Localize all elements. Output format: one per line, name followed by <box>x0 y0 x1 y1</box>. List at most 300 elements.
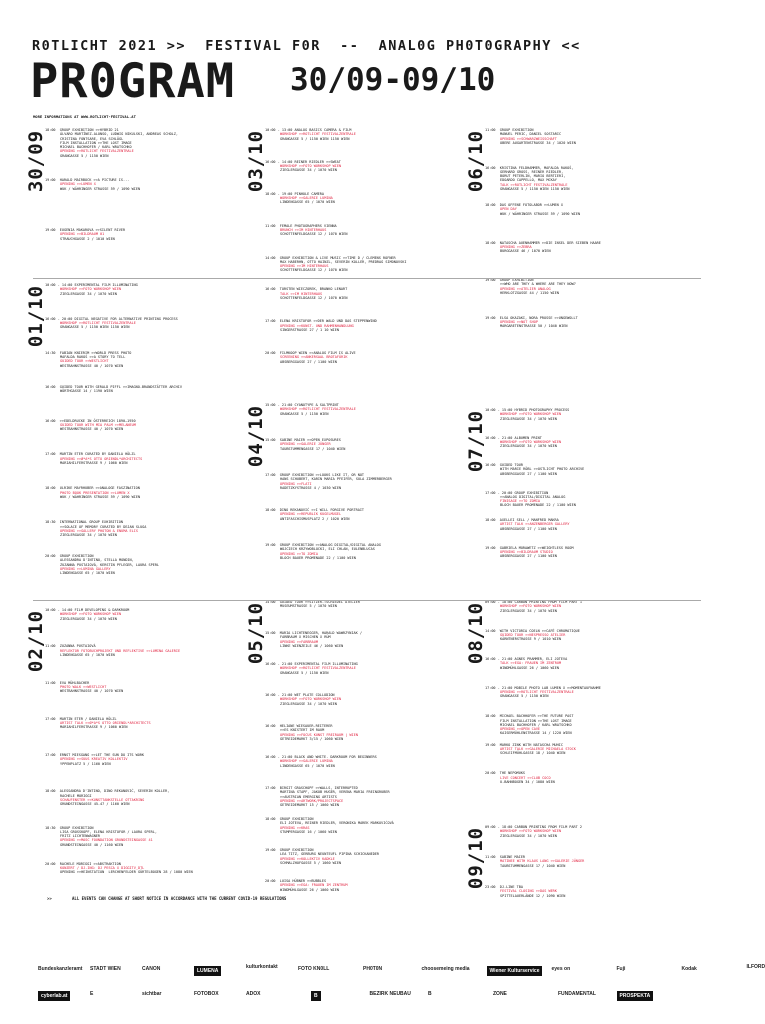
event-address: SCHOTTENFELDGASSE 12 / 1070 WIEN <box>280 268 348 273</box>
event-type: OPENING >>NOT SHOP <box>500 319 538 324</box>
event-line: MAFALDA RAKOŠ >>A STORY TO TELL <box>60 355 126 360</box>
event-line: 20:00 RACHELE MORIGGI >>ABSTRAKTION <box>45 861 121 866</box>
event-address: STUMPERGASSE 16 / 1060 WIEN <box>280 829 337 834</box>
event-address: GRANGASSE 5 / 1150 WIEN <box>280 411 329 416</box>
event-address: SCHMALZHOFGASSE 5 / 1060 WIEN <box>280 860 342 865</box>
event-line: MAX HABERHN, OTTO HAINZL, SEVERIN KOLLER, PREDRAG SIMONOVSKI <box>280 259 407 264</box>
event-line: 18:00 GROUP EXHIBITION >>HYBRID 21 <box>45 128 119 132</box>
sponsor-logo: CANON <box>142 966 161 972</box>
event-address: LINDENGASSE 65 / 1070 WIEN <box>280 763 335 768</box>
event-entry <box>265 128 475 141</box>
event-type: SCHAUFENSTER >>KUNSTTANKSTELLE OTTAKRING <box>60 797 145 802</box>
sponsor-logo: sichtbar <box>142 991 162 997</box>
event-entry <box>45 283 255 296</box>
event-type: FESTIVAL CLOSING >>DAS WERK <box>500 889 557 894</box>
event-entry <box>45 717 255 730</box>
event-type: ARTIST TALK >>Ø*A*S OTTO ORIENDL*ARCHITECTS <box>60 721 151 726</box>
event-type: OPENING >>FLATI <box>280 481 312 486</box>
event-type: WORKSHOP >>ROTLICHT FESTIVALZENTRALE <box>280 407 356 412</box>
event-address: WESTBAHNSTRASSE 40 / 1070 WIEN <box>60 427 124 432</box>
event-entry <box>265 438 475 451</box>
event-line: 18:30 GROUP EXHIBITION <box>45 825 94 830</box>
event-line: 16:00 >>EDELDRUCKE IN ÖSTERREICH 1890–1950 <box>45 418 136 423</box>
event-address: ZIEGLERGASSE 34 / 1070 WIEN <box>500 608 557 613</box>
event-line: 17:00 ELENA KRISTOFOR >>DER WALD UND DAS STEPPENWIND <box>265 319 377 324</box>
event-address: SCHOTTENFELDGASSE 12 / 1070 WIEN <box>280 232 348 237</box>
event-line: MARTINA STAPF, JAKOB HUGER, VERENA MARIA FREINGRUBER <box>280 790 390 795</box>
event-entry <box>265 256 475 273</box>
event-entry <box>265 160 475 173</box>
section-divider <box>33 278 701 279</box>
event-line: 16:00 - 14:00 REINER RIEDLER >>SWEAT <box>265 159 341 164</box>
event-entry <box>45 128 255 158</box>
event-type: WORKSHOP >>GALERIE LUMINA <box>280 196 333 201</box>
day-label: 08/10 <box>465 601 488 665</box>
day-label: 30/09 <box>25 129 48 193</box>
festival-line: R0TLICHT 2021 >> FESTIVAL F0R -- ANAL0G PH0T0GRAPHY << <box>32 38 581 54</box>
event-address: OBERE AUGARTENSTRASSE 34 / 1020 WIEN <box>500 140 576 145</box>
event-type: OPENING >>LUMINA GALLERY <box>60 567 111 571</box>
event-line: 23:00 DJ-LINE TBA <box>485 885 523 889</box>
event-type: OPENING >>FOCUS KUNST FREIRAUM | WIEN <box>280 732 358 737</box>
event-address: ZIEGLERGASSE 34 / 1070 WIEN <box>280 701 337 706</box>
event-entry <box>485 825 695 838</box>
event-entry <box>45 486 255 499</box>
event-line: 16:00 - 21:00 AGNES PRAMMER, ELI JOTEVA <box>485 657 568 662</box>
covid-note <box>47 896 332 901</box>
event-line: ELI JOTEVA, REINER RIEDLER, VERONIKA MAREK MARKOVIĆOVÁ <box>280 821 394 826</box>
event-address: GRANGASSE 5 / 1150 WIEN <box>280 670 329 675</box>
event-entry <box>45 419 255 432</box>
section-divider <box>33 600 701 601</box>
event-line: FRITZ LICHTENWAGNER <box>60 834 101 839</box>
event-address: LINDENGASSE 65 / 1070 WIEN <box>60 652 115 657</box>
event-entry <box>265 192 475 205</box>
event-line: 18:00 GROUP EXHIBITION <box>265 817 314 821</box>
event-entry <box>265 786 475 807</box>
event-entry <box>485 278 695 295</box>
sponsor-logo: Kodak <box>681 966 697 972</box>
event-type: OPENING >>SCHWARZWEISSCHAFT <box>500 136 557 141</box>
event-line: >>WHO ARE THEY & WHERE ARE THEY NOW? <box>500 282 576 287</box>
event-line: 16:00 - 21:00 EXPERIMENTAL FILM ILLUMINATING <box>265 662 358 666</box>
event-line: 17:00 MARTIN ETER CURATED BY DANIELA HÖLZL <box>45 452 136 457</box>
event-type: OPENING >>ROTLICHT FESTIVALZENTRALE <box>500 690 574 694</box>
event-type: OPENING >>KOLLEKTIV KADKLE <box>280 856 335 861</box>
event-entry <box>485 855 695 868</box>
event-line: 11:00 GROUP EXHIBITION <box>485 128 534 132</box>
event-line: 16:00 - 21:00 WET PLATE COLLODION <box>265 693 335 697</box>
event-line: 16:00 TORSTEN WIECZOREK, BRANKO LENART <box>265 287 348 292</box>
event-entry <box>45 753 255 766</box>
event-line: 16:00 KRISTINA FELDHAMMER, MAFALDA RAKOŠ, <box>485 165 574 170</box>
event-line: 20:00 GROUP EXHIBITION <box>45 554 94 559</box>
event-line: 18:00 AXELLEI SELL / MANFRED MAKRA <box>485 518 559 522</box>
day-label: 03/10 <box>245 129 268 193</box>
event-type: LIVE CONCERT >>CLUB COCO <box>500 775 551 780</box>
sponsor-logo: PH0T0N <box>363 966 383 972</box>
event-line: 19:00 GABRIELA MORAWETZ >>WEIGHTLESS ROOM <box>485 545 574 550</box>
event-line: 16:00 GUIDED TOUR <box>485 463 523 467</box>
event-line: 15:00 - 21:00 CYANOTYPE & SALTPRINT <box>265 403 339 407</box>
event-line: FARBRAUM X MISCHEN X RÜM <box>280 635 331 640</box>
event-address: GRANGASSE 5 / 1150 WIEN 1150 WIEN <box>500 186 570 191</box>
event-address: BURGGASSE 46 / 1070 WIEN <box>500 249 551 254</box>
event-type: OPENING >>KRAS <box>280 825 310 830</box>
event-entry <box>485 203 695 216</box>
event-address: GRANGASSE 5 / 1150 WIEN 1150 WIEN <box>60 325 130 330</box>
event-line: 18:00 DAS OFFENE FOTOLABOR >>LUMEN X <box>485 203 563 207</box>
event-line: LISA GROSSKOPF, ELENA KRISTOFOR / LAURA SPERL, <box>60 829 157 834</box>
event-line: ALESSANDRA D'INTINO, STELLA MONDIN, <box>60 558 134 563</box>
event-entry <box>485 128 695 145</box>
event-line: 09:00 - 18:00 CARBON PRINTING FROM FILM PART 1 <box>485 600 582 604</box>
event-line: 19:00 ELSA OKAZAKI, NORA PROSSE >>UNGEWOLLT <box>485 315 578 320</box>
event-address: GRANGASSE 5 / 1150 WIEN <box>500 694 549 699</box>
event-line: ÁLVARO MARTÍNEZ-ALONSO, LUDWIG NIKULSKI, ANDREAS SCHOLZ, <box>60 132 179 137</box>
event-entry <box>265 817 475 834</box>
event-entry <box>265 287 475 300</box>
event-type: OPENING >>KUNST- UND RAHMENHANDLUNG <box>280 323 354 328</box>
event-type: OPENING >>SUUS KREATIV KOLLEKTIV <box>60 757 128 762</box>
event-address: YPPENPLATZ 5 / 1160 WIEN <box>60 761 111 766</box>
event-line: FILM INSTALLATION >>THE LOST IMAGE <box>500 718 572 723</box>
event-type: OPENING >>GALERIE JÜNGER <box>280 442 331 447</box>
event-line: LEA TITZ, GERBURG NEUNTEUFL PIPINA SCHICKANEDER <box>280 852 380 857</box>
event-type: OPENING >>BILDRAUM 01 <box>60 232 105 237</box>
event-type: REFLEKTOR FOTOBUCHPROJEKT UND REFLEKTIVE >>LUMINA GALERIE <box>60 648 181 653</box>
day-label: 06/10 <box>465 129 488 193</box>
day-label: 07/10 <box>465 409 488 473</box>
event-entry <box>265 508 475 521</box>
event-type: WORKSHOP >>FOTO WORKSHOP WIEN <box>500 439 562 444</box>
event-entry <box>265 403 475 416</box>
festival-dates: 30/09-09/10 <box>290 62 496 98</box>
event-type: PHOTO WALK >>WESTLICHT <box>60 684 107 689</box>
event-entry <box>45 862 255 875</box>
event-line: 10:00 - 14:00 EXPERIMENTAL FILM ILLUMINATING <box>45 283 138 287</box>
event-line: 15:00 MARIA LICHTENEGGER, HARALD WAWRZYNIAK / <box>265 631 362 635</box>
sponsor-logo: LUMENA <box>194 966 221 976</box>
event-address: WUK / WÄHRINGER STRASSE 59 / 1090 WIEN <box>500 211 581 216</box>
event-address: SINGERSTRASSE 27 / 1 10 WIEN <box>280 327 340 332</box>
event-type: OPENING >>REPUBLIK KUGELMUGEL <box>280 512 342 517</box>
event-line: 15:00 SABINE MAIER >>OPEN EXPOSURES <box>265 438 341 442</box>
event-address: MARGARETENSTRASSE 50 / 1040 WIEN <box>500 324 568 329</box>
event-entry <box>45 178 255 191</box>
event-address: GETREIDEMARKT 3/15 / 1060 WIEN <box>280 736 344 741</box>
event-address: SCHLEIFMÜHLGASSE 18 / 1040 WIEN <box>500 751 566 756</box>
event-line: 18:00 ALESSANDRA D'INTINO, DINO REKANOVIĆ, SEVERIN KOLLER, <box>45 789 170 794</box>
event-line: 20:00 THE NEPOMUKS <box>485 771 526 776</box>
event-address: ABSBERGGASSE 27 / 1100 WIEN <box>280 359 337 364</box>
note-text: ALL EVENTS CAN CHANGE AT SHORT NOTICE IN ACCORDANCE WITH THE CURRENT COVID-19 REGULATIONS <box>72 896 287 901</box>
event-line: 09:00 - 18:00 CARBON PRINTING FROM FILM PART 2 <box>485 825 582 829</box>
event-entry <box>485 408 695 421</box>
event-entry <box>45 789 255 806</box>
event-address: KÄRNTNERSTRASSE 9 / 1010 WIEN <box>500 637 562 642</box>
event-line: 14:00 WITH VICTORIA COELN >>CAFÉ CHROMATIQUE <box>485 628 580 633</box>
event-type: OPEN DAY <box>500 207 517 212</box>
event-line: 14:00 GROUP EXHIBITION & LIVE MUSIC >>TIME D / CLEMENS ROFNER <box>265 255 396 260</box>
event-type: WORKSHOP >>FOTO WORKSHOP WIEN <box>500 604 562 609</box>
event-type: OPENING >>BILDRAUM STUDIO <box>500 549 553 554</box>
event-type: WORKSHOP >>ROTLICHT FESTIVALZENTRALE <box>60 321 136 326</box>
event-address: GRANGASSE 5 / 1150 WIEN <box>60 153 109 158</box>
event-type: TALK >>ROTLICHT FESTIVALZENTRALE <box>500 182 568 187</box>
event-type: ARTIST TALK >>ANZENBERGER GALLERY <box>500 522 570 527</box>
event-entry <box>265 600 475 609</box>
event-entry <box>265 543 475 560</box>
event-type: OPENING >>GALLERY PHOTON & ENUMA ELIS <box>60 528 138 533</box>
event-type: OPENING >>IM HINTERHAUS <box>280 264 329 269</box>
event-type: WORKSHOP >>FOTO WORKSHOP WIEN <box>280 697 342 702</box>
event-type: OPENING >>ATELIER ANALOG <box>500 286 551 291</box>
event-line: 10:00 - 14:00 FILM DEVELOPING & DARKROOM <box>45 608 130 612</box>
sponsor-logo: eyes on <box>551 966 571 972</box>
event-entry <box>45 228 255 241</box>
event-line: 17:00 ERNST MIESGANG >>LET THE SUN DO ITS WORK <box>45 753 145 757</box>
event-entry <box>45 351 255 368</box>
event-line: >>SOLACE OF MEMORY CURATED BY DEJAN SLUGA <box>60 524 147 529</box>
event-line: 11:00 FEMALE PHOTOGRAPHERS VIENNA <box>265 223 337 228</box>
event-line: >>AUSTRIAN EMERGING ARTISTS <box>280 794 337 799</box>
day-label: 01/10 <box>25 284 48 348</box>
event-line: 18:00 ULRIKE MAYRHUBER >>ANALOGE FASZINATION <box>45 486 140 491</box>
event-address: ZIEGLERGASSE 34 / 1070 WIEN <box>60 616 117 621</box>
event-line: EDOARDO CAPPELLO, MAX MCKAY <box>500 178 557 183</box>
event-entry <box>485 241 695 254</box>
event-line: WOJCIECH KRZYWOBLOCKI, ELI CHLAN, EULENBLUCAS <box>280 547 375 552</box>
event-entry <box>265 662 475 675</box>
event-line: MANUEL PERIC, DANIEL SOSTARIC <box>500 132 562 137</box>
event-type: WORKSHOP >>GALERIE LUMINA <box>280 759 333 764</box>
sponsor-logo: E <box>90 991 94 997</box>
event-type: OPENING >>Ø*A*S OTTO ORIENDL*ARCHITECTS <box>60 456 143 461</box>
event-type: OPENING >>ROTLICHT FESTIVALZENTRALE <box>60 149 134 154</box>
event-address: ZIEGLERGASSE 34 / 1070 WIEN <box>500 833 557 838</box>
event-type: WORKSHOP >>FOTO WORKSHOP WIEN <box>280 164 342 169</box>
event-line: >>ANALOG DIGITAL/DIGITAL ANALOG <box>500 494 566 499</box>
event-address: WÖRTHGASSE 14 / 1190 WIEN <box>60 388 113 393</box>
event-entry <box>45 644 255 657</box>
event-address: SPITTELAUERLÄNDE 12 / 1090 WIEN <box>500 893 566 898</box>
event-entry <box>485 166 695 192</box>
event-line: 19:00 GROUP EXHIBITION <box>485 278 534 282</box>
event-line: 16:00 GUIDED TOUR WITH GERALD PIFFL >>IMAGNO-BRANDSTÄTTER ARCHIV <box>45 384 182 389</box>
sponsor-logos <box>38 964 765 1014</box>
event-address: WINDMÜHLGASSE 26 / 1060 WIEN <box>280 887 340 892</box>
event-address: SCHOTTENFELDGASSE 12 / 1070 WIEN <box>280 295 348 300</box>
event-address: OPENING >>HEINSTATION LERCHENFELDER GÜRTELBOGEN 28 / 1080 WIEN <box>60 870 193 875</box>
event-entry <box>485 771 695 784</box>
event-entry <box>485 436 695 449</box>
event-line: 14:00 GUIDED TOUR >>SITZER-TSCHIEDEL ATELIER <box>265 600 360 604</box>
event-line: FILM INSTALLATION >>THE LOST IMAGE <box>60 140 132 145</box>
event-line: 19:00 HARALD MAIRBOCK >>A PICTURE IS... <box>45 178 130 182</box>
event-entry <box>265 473 475 490</box>
event-address: ABSBERGGASSE 27 / 1100 WIEN <box>500 526 557 531</box>
event-line: 11:00 ZUZANNA PUSTAIOVÁ <box>45 644 96 649</box>
day-label: 09/10 <box>465 826 488 890</box>
event-type: WORKSHOP >>FOTO WORKSHOP WIEN <box>60 287 122 292</box>
event-type: PHOTO BOOK PRESENTATION >>LUMEN X <box>60 490 130 495</box>
event-type: SCREENING >>ANKERSAAL BROTAFÖRIK <box>280 355 348 360</box>
event-line: 11:00 EVA MÜHLBACHER <box>45 680 90 685</box>
event-address: ANTIFASCHISMUSPLATZ 2 / 1020 WIEN <box>280 516 350 521</box>
day-label: 05/10 <box>245 601 268 665</box>
sponsor-logo: Wiener Kulturservice <box>487 966 543 976</box>
event-type: WORKSHOP >>ROTLICHT FESTIVALZENTRALE <box>280 666 356 671</box>
event-address: WESTBAHNSTRASSE 40 / 1070 WIEN <box>60 363 124 368</box>
event-type: WORKSHOP >>ROTLICHT FESTIVALZENTRALE <box>280 132 356 137</box>
sponsor-logo: B <box>428 991 432 997</box>
event-type: OPENING >>OPEN CAVE <box>500 727 541 732</box>
event-address: STRAUCHGASSE 2 / 1010 WIEN <box>60 236 115 241</box>
event-line: 16:00 - 20:00 DIGITAL NEGATIVE FOR ALTERNATIVE PRINTING PROCESS <box>45 316 178 321</box>
event-entry <box>485 518 695 531</box>
event-line: 17:00 - 21:00 MOBILE PHOTO LAB LUMEN X >>MOMENTAUFNAHME <box>485 685 601 690</box>
event-line: 17:00 - 20:00 GROUP EXHIBITION <box>485 490 549 495</box>
event-address: GRUNDSTEINGASSE 40 / 1160 WIEN <box>60 842 124 847</box>
event-address: GRUNDSTEINGASSE 45-47 / 1160 WIEN <box>60 802 130 807</box>
event-entry <box>485 714 695 735</box>
event-entry <box>485 316 695 329</box>
event-type: OPENING >>FARBRAUM <box>280 639 318 644</box>
event-line: 14:30 FABIAN KNIERIM >>WORLD PRESS PHOTO <box>45 350 132 355</box>
event-line: >>ES KNISTERT IM RAUM <box>280 728 325 733</box>
event-address: WESTBAHNSTRASSE 40 / 1070 WIEN <box>60 689 124 694</box>
event-address: LINKE WIENZEILE 46 / 1060 WIEN <box>280 643 344 648</box>
event-address: MARIAHILFERSTRASSE 9 / 1060 WIEN <box>60 725 128 730</box>
event-line: 19:00 GROUP EXHIBITION >>ANALOG DIGITAL/DIGITAL ANALOG <box>265 543 381 547</box>
event-address: ABSBERGGASSE 27 / 1100 WIEN <box>500 554 557 559</box>
event-address: GRANGASSE 5 / 1150 WIEN 1150 WIEN <box>280 136 350 141</box>
event-line: 18:00 - 19:00 PINHOLE CAMERA <box>265 191 325 196</box>
event-entry <box>45 317 255 330</box>
event-line: 20:00 LUISA HÜBNER >>BUBBLES <box>265 879 327 883</box>
event-type: ARTIST TALK >>GALERIE MICHAELA STOCK <box>500 747 576 752</box>
event-type: OPENING >>TO ZOMIA <box>280 551 318 556</box>
event-address: MUSEUMSTRASSE 5 / 1070 WIEN <box>280 604 337 609</box>
event-line: GERHARD GROSS, REINER RIEDLER, <box>500 169 564 174</box>
event-address: TAUBSTUMMENGASSE 17 / 1040 WIEN <box>280 446 346 451</box>
event-type: WORKSHOP >>FOTO WORKSHOP WIEN <box>60 612 122 617</box>
event-address: ZIEGLERGASSE 34 / 1070 WIEN <box>500 444 557 449</box>
event-entry <box>265 224 475 237</box>
event-type: OPENING >>EGA: FRAUEN IM ZENTRUM <box>280 883 348 888</box>
event-type: GUIDED TOUR >>NESPRESSO ATELIER <box>500 632 566 637</box>
event-line: 17:00 BIRGIT GRASCHOPF >>WALLS, INTERRUPTED <box>265 786 358 790</box>
event-address: KAISERMÜHLENSTRASSE 14 / 1220 WIEN <box>500 731 572 736</box>
event-type: OPENING >>ZEBRA <box>500 244 532 249</box>
event-entry <box>485 600 695 613</box>
event-entry <box>265 351 475 364</box>
event-entry <box>485 743 695 756</box>
event-entry <box>485 629 695 642</box>
event-line: 20:00 FILMKOOP WIEN >>ANALOG FILM IS ALIVE <box>265 351 356 356</box>
event-entry <box>265 724 475 741</box>
event-line: RACHELE MORIGGI <box>60 793 92 798</box>
event-address: WUK / WÄHRINGER STRASSE 59 / 1090 WIEN <box>60 186 141 191</box>
event-entry <box>265 631 475 648</box>
note-marker: >> <box>47 896 52 901</box>
event-entry <box>265 319 475 332</box>
event-entry <box>45 826 255 847</box>
event-entry <box>265 879 475 892</box>
sponsor-logo: STADT WIEN <box>90 966 121 972</box>
event-type: TALK >>EGA: FRAUEN IM ZENTRUM <box>500 661 562 666</box>
sponsor-logo: cyberlab.at <box>38 991 70 1001</box>
event-address: ZIEGLERGASSE 34 / 1070 WIEN <box>60 291 117 296</box>
event-entry <box>265 755 475 768</box>
event-line: 10:00 - 15:00 HYBRID PHOTOGRAPHY PROCESS <box>485 408 570 412</box>
event-address: ABSBERGGASSE 27 / 1100 WIEN <box>500 471 557 476</box>
sponsor-logo: FOTOBOX <box>194 991 219 997</box>
event-line: ZUZANNA PUSTAIOVÁ, KERSTIN PFLEGER, LAURA SPERL <box>60 562 160 567</box>
sponsor-logo: ADOX <box>246 991 261 997</box>
event-type: OPENING >>ARTWORK/PROJECTSPACE <box>280 798 344 803</box>
event-type: KONZERT / DJ-ING: DJ PESCA X DIGGITV_DTL <box>60 866 145 871</box>
sponsor-logo: Fuji <box>616 966 626 972</box>
event-address: ZIEGLERGASSE 34 / 1070 WIEN <box>280 168 337 173</box>
event-type: GUIDED TOUR >>WESTLICHT <box>60 359 109 364</box>
event-line: 17:00 MARTIN ETER / DANIELA HÖLZL <box>45 716 117 721</box>
event-address: BLOCH BAUER PROMENADE 22 / 1100 WIEN <box>280 555 356 560</box>
event-address: HERKLOTZGASSE 44 / 1150 WIEN <box>500 290 560 295</box>
event-address: BLOCH BAUER PROMENADE 22 / 1100 WIEN <box>500 503 576 508</box>
event-entry <box>265 693 475 706</box>
event-line: 16:00 - 21:00 BLACK AND WHITE. DARKROOM FOR BEGINNERS <box>265 755 377 759</box>
event-line: 18:00 NATASCHA AUENHAMMER >>DIE INSEL DER SIEBEN HAARE <box>485 240 601 245</box>
event-address: U-BAHNBOGEN 34 / 1080 WIEN <box>500 780 555 785</box>
sponsor-logo: kulturkontakt <box>246 964 278 970</box>
event-line: 18:30 INTERNATIONAL GROUP EXHIBITION <box>45 520 123 525</box>
event-type: BRUNCH >>IM HINTERHAUS <box>280 227 327 232</box>
event-entry <box>45 452 255 465</box>
event-entry <box>485 885 695 898</box>
event-address: LINDENGASSE 65 / 1070 WIEN <box>60 571 115 576</box>
event-address: ZIEGLERGASSE 34 / 1070 WIEN <box>500 416 557 421</box>
event-address: RADETZKYSTRASSE 4 / 1030 WIEN <box>280 485 342 490</box>
event-entry <box>45 681 255 694</box>
event-entry <box>45 554 255 575</box>
event-line: 18:00 MICHAEL BACHHOFER >>THE FUTURE PAST <box>485 714 574 719</box>
event-entry <box>45 608 255 621</box>
website-info: MORE INFORMATIONS AT WWW.ROTLICHT-FESTIVAL.AT <box>33 114 136 119</box>
event-line: 10:00 - 13:00 ANALOG BASICS CAMERA & FILM <box>265 128 352 132</box>
day-label: 04/10 <box>245 404 268 468</box>
event-line: 19:00 EUGENIA MAKAROVA >>SILENT RIVER <box>45 228 126 232</box>
event-line: 16:00 HELIANE WIESAUER-REITERER <box>265 724 333 728</box>
event-address: WUK / WÄHRINGER STRASSE 59 / 1090 WIEN <box>60 494 141 499</box>
event-type: MATINEE WITH KLAUS LANG >>GALERIE JÜNGER <box>500 859 585 864</box>
sponsor-logo: FUNDAMENTAL <box>558 991 596 997</box>
event-line: MICHAEL BACHHOFER / KARL WRATSCHKO <box>500 722 572 727</box>
event-address: ZIEGLERGASSE 34 / 1070 WIEN <box>60 533 117 538</box>
event-type: OPENING >>MASC FOUNDATION GRUNDSTEINGASSE 41 <box>60 838 153 843</box>
event-address: TAUBSTUMMENGASSE 17 / 1040 WIEN <box>500 863 566 868</box>
event-line: HANS SCHUBERT, KARIN MARIA PFEIFER, SULA ZIMMERBERGER <box>280 477 392 482</box>
page-title: PR0GRAM <box>30 54 236 109</box>
event-entry <box>45 520 255 537</box>
event-type: OPENING >>LUMEN X <box>60 182 96 187</box>
event-line: 16:00 - 21:00 ALBUMEN PRINT <box>485 435 542 440</box>
event-type: GUIDED TOUR WITH MIA PALM >>MELANEUM <box>60 422 136 427</box>
event-line: WITH MARIE RÖBL >>OSTLICHT PHOTO ARCHIVE <box>500 467 585 472</box>
event-address: MARIAHILFERSTRASSE 9 / 1060 WIEN <box>60 461 128 466</box>
sponsor-logo: BEZIRK NEUBAU <box>369 991 411 997</box>
